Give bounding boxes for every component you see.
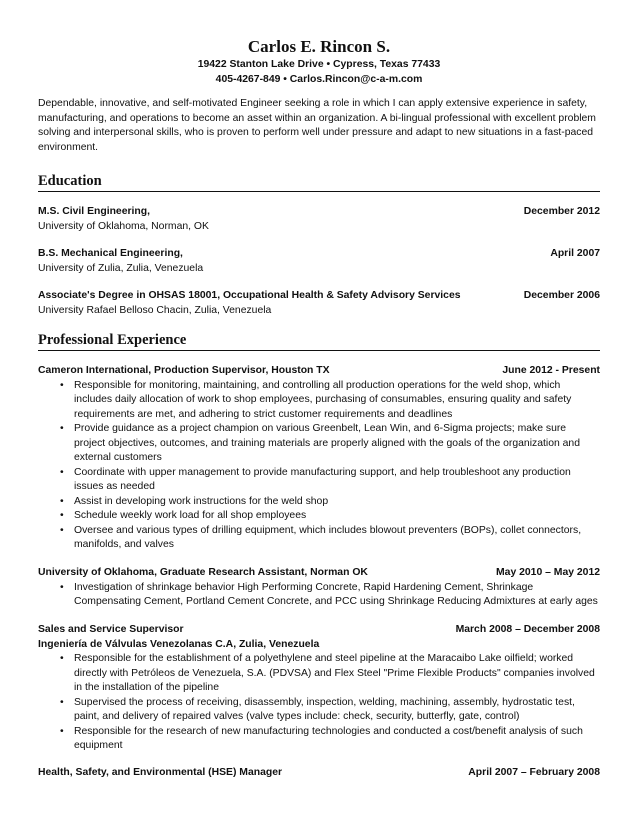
experience-heading: Professional Experience bbox=[38, 331, 600, 351]
bullet-item: • Coordinate with upper management to provide manufacturing support, and help troubleshoot any production issues as needed bbox=[38, 466, 600, 495]
job-entry bbox=[38, 623, 600, 754]
bullet-item: • Oversee and various types of drilling equipment, which includes blowout preventers (BOPs), collet connectors, manifolds, and valves bbox=[38, 524, 600, 553]
education-heading: Education bbox=[38, 172, 600, 192]
job-title: University of Oklahoma, Graduate Research Assistant, Norman OK bbox=[38, 567, 368, 578]
bullet-item: • Assist in developing work instructions for the weld shop bbox=[38, 495, 600, 510]
school-name: University Rafael Belloso Chacin, Zulia, Venezuela bbox=[38, 304, 272, 316]
address-line: 19422 Stanton Lake Drive • Cypress, Texas 77433 bbox=[197, 59, 441, 70]
candidate-name: Carlos E. Rincon S. bbox=[247, 37, 391, 56]
job-entry bbox=[38, 566, 600, 610]
job-date: June 2012 - Present bbox=[502, 365, 600, 376]
education-entry bbox=[38, 247, 600, 276]
job-entry bbox=[38, 766, 600, 781]
bullet-item: • Responsible for monitoring, maintaining, and controlling all production operations for the weld shop, which includes daily allocation of work to shop employees, purchasing of consumables, ensuring quality and safety requirements are met, and adhering to strict customer requirements and deadlines bbox=[38, 379, 600, 423]
bullet-item: • Schedule weekly work load for all shop employees bbox=[38, 509, 600, 524]
education-date: December 2012 bbox=[523, 206, 600, 217]
bullet-item: • Responsible for the establishment of a polyethylene and steel pipeline at the Maracaibo Lake oilfield; worked directly with Petróleos de Venezuela, S.A. (PDVSA) and Flex Steel "Prime Flexible Products" companies involved in the installation of the pipeline bbox=[38, 652, 600, 696]
bullet-item: • Responsible for the research of new manufacturing technologies and conducted a cost/benefit analysis of such equipment bbox=[38, 725, 600, 754]
degree-title: M.S. Civil Engineering, bbox=[38, 206, 151, 217]
job-title: Sales and Service Supervisor bbox=[38, 624, 184, 635]
job-date: April 2007 – February 2008 bbox=[468, 767, 600, 778]
school-name: University of Oklahoma, Norman, OK bbox=[38, 220, 209, 232]
bullet-item: • Provide guidance as a project champion on various Greenbelt, Lean Win, and 6-Sigma projects; make sure project objectives, outcomes, and training materials are properly aligned with the goals of the organization and external customers bbox=[38, 422, 600, 466]
contact-line: 405-4267-849 • Carlos.Rincon@c-a-m.com bbox=[215, 73, 423, 85]
job-title: Cameron International, Production Supervisor, Houston TX bbox=[38, 365, 330, 376]
education-date: December 2006 bbox=[523, 290, 600, 301]
job-bullets bbox=[38, 652, 600, 754]
job-bullets bbox=[38, 581, 600, 610]
job-title: Health, Safety, and Environmental (HSE) Manager bbox=[38, 767, 283, 778]
degree-title: Associate's Degree in OHSAS 18001, Occupational Health & Safety Advisory Services bbox=[38, 290, 461, 301]
job-bullets bbox=[38, 379, 600, 553]
school-name: University of Zulia, Zulia, Venezuela bbox=[38, 262, 204, 274]
resume-header bbox=[0, 36, 638, 87]
summary-paragraph: Dependable, innovative, and self-motivated Engineer seeking a role in which I can apply extensive experience in safety, manufacturing, and operations to become an asset within an organization. A bi-lingual professional with excellent problem solving and interpersonal skills, who is proven to perform well under pressure and adapt to new situations in a fast-paced environment. bbox=[38, 98, 596, 153]
education-date: April 2007 bbox=[550, 248, 600, 259]
bullet-item: • Investigation of shrinkage behavior High Performing Concrete, Rapid Hardening Cement, Shrinkage Compensating Cement, Portland Cement Concrete, and PCC using Shrinkage Reducing Admixtures at early ages bbox=[38, 581, 600, 610]
job-date: March 2008 – December 2008 bbox=[455, 624, 600, 635]
education-entry bbox=[38, 289, 600, 318]
bullet-item: • Supervised the process of receiving, disassembly, inspection, welding, machining, assembly, hydrostatic test, paint, and delivery of repaired valves (valve types include: check, security, butterfly, gate, control) bbox=[38, 696, 600, 725]
education-entry bbox=[38, 205, 600, 234]
job-entry bbox=[38, 364, 600, 553]
job-date: May 2010 – May 2012 bbox=[496, 567, 600, 578]
company-name: Ingeniería de Válvulas Venezolanas C.A, Zulia, Venezuela bbox=[38, 638, 320, 650]
degree-title: B.S. Mechanical Engineering, bbox=[38, 248, 183, 259]
